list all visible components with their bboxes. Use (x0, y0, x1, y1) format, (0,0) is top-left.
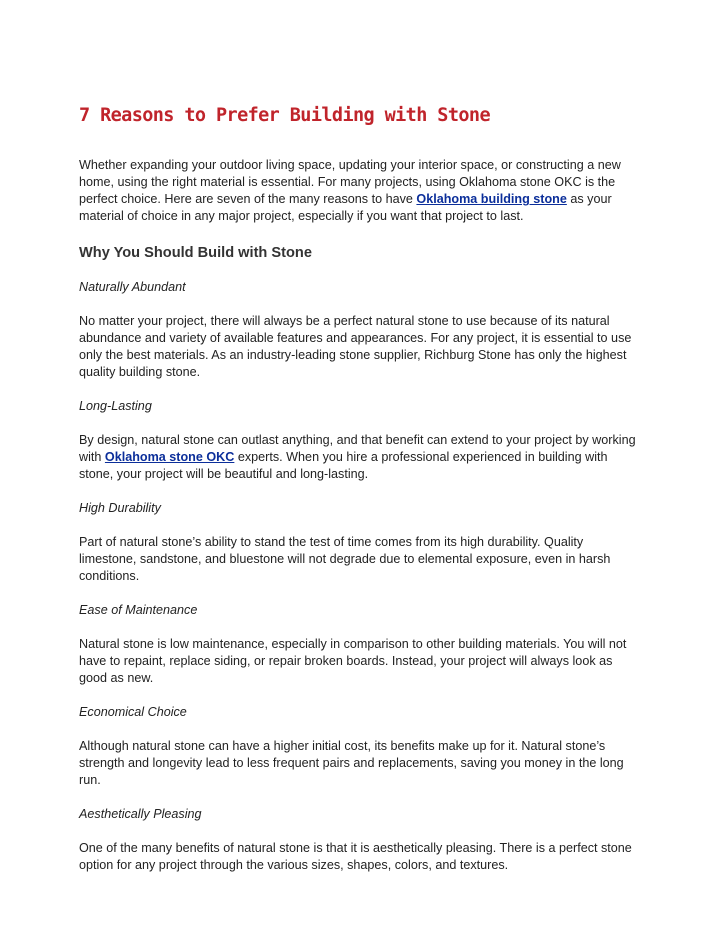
oklahoma-stone-okc-link[interactable]: Oklahoma stone OKC (104, 450, 235, 464)
reason-body-naturally-abundant: No matter your project, there will always be a perfect natural stone to use because of its natural abundance and variety of available features and appearances. For any project, it is essential to use only the best materials. As an industry-leading stone supplier, Richburg Stone has only the highest quality building stone. (79, 314, 632, 379)
long-lasting-text-after: experts. When you hire a professional experienced in building with stone, your project will be beautiful and long-lasting. (79, 450, 608, 481)
intro-text-after: as your material of choice in any major project, especially if you want that project to last. (79, 192, 612, 223)
long-lasting-text-before: By design, natural stone can outlast anything, and that benefit can extend to your project by working with (79, 433, 636, 464)
article-title: 7 Reasons to Prefer Building with Stone (79, 105, 490, 126)
reason-heading-naturally-abundant: Naturally Abundant (79, 280, 186, 294)
reason-body-economical-choice: Although natural stone can have a higher initial cost, its benefits make up for it. Natural stone’s strength and longevity lead to less frequent pairs and replacements, saving you money in the long run. (79, 739, 624, 787)
intro-text-before: Whether expanding your outdoor living space, updating your interior space, or constructing a new home, using the right material is essential. For many projects, using Oklahoma stone OKC is the perfect choice. Here are seven of the many reasons to have (79, 158, 621, 206)
article-content (79, 104, 639, 891)
reason-body-aesthetically-pleasing: One of the many benefits of natural stone is that it is aesthetically pleasing. There is a perfect stone option for any project through the various sizes, shapes, colors, and textures. (79, 841, 632, 872)
reason-heading-aesthetically-pleasing: Aesthetically Pleasing (79, 807, 202, 821)
reason-heading-high-durability: High Durability (79, 501, 161, 515)
oklahoma-building-stone-link[interactable]: Oklahoma building stone (416, 192, 567, 206)
section-heading: Why You Should Build with Stone (79, 245, 312, 261)
reason-heading-ease-of-maintenance: Ease of Maintenance (79, 603, 198, 617)
intro-paragraph (79, 157, 639, 225)
reason-body-long-lasting (79, 432, 639, 483)
reason-heading-economical-choice: Economical Choice (79, 705, 187, 719)
reason-body-ease-of-maintenance: Natural stone is low maintenance, especially in comparison to other building materials. You will not have to repaint, replace siding, or repair broken boards. Instead, your project will always look as good as new. (79, 637, 627, 685)
reason-body-high-durability: Part of natural stone’s ability to stand the test of time comes from its high durability. Quality limestone, sandstone, and bluestone will not degrade due to elemental exposure, even in harsh conditions. (79, 535, 611, 583)
reason-heading-long-lasting: Long-Lasting (79, 399, 152, 413)
